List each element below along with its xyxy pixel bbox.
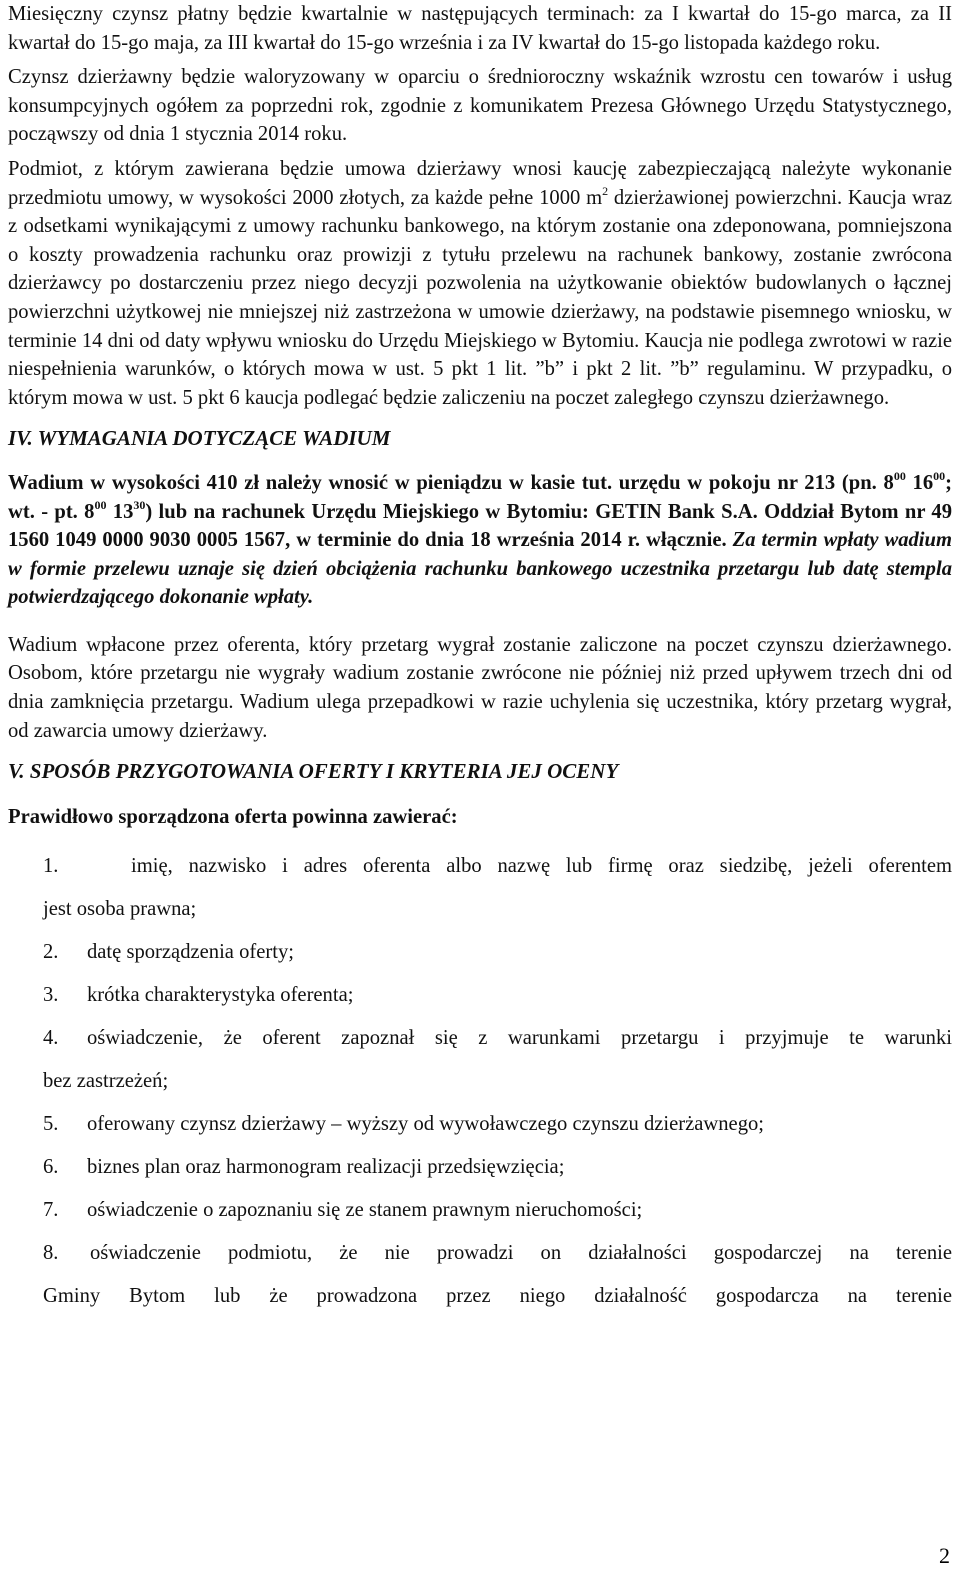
indexation-paragraph: Czynsz dzierżawny będzie waloryzowany w oparciu o średnioroczny wskaźnik wzrostu cen towarów i usług konsumpcyjnych ogółem za poprzedni rok, zgodnie z komunikatem Prezesa Głównego Urzędu Statystycznego, począwszy od dnia 1 stycznia 2014 roku. bbox=[8, 66, 952, 146]
list-item-number: 1. bbox=[43, 855, 59, 878]
payment-terms-paragraph: Miesięczny czynsz płatny będzie kwartalnie w następujących terminach: za I kwartał do 15-go marca, za II kwartał do 15-go maja, za III kwartał do 15-go września i za IV kwartał do 15-go listopada każdego roku. bbox=[8, 3, 952, 54]
list-item-number: 3. bbox=[43, 984, 59, 1007]
list-item bbox=[8, 1103, 952, 1146]
list-item bbox=[8, 1146, 952, 1189]
wadium-italic: Za termin wpłaty wadium w formie przelewu uznaje się dzień obciążenia rachunku bankowego uczestnika przetargu lub datę stempla potwierdzającego dokonanie wpłaty. bbox=[8, 529, 952, 609]
wadium-text-1: Wadium w wysokości 410 zł należy wnosić w pieniądzu w kasie tut. urzędu w pokoju nr 213 (pn. 8 bbox=[8, 471, 894, 494]
list-item-text: datę sporządzenia oferty; bbox=[87, 941, 294, 964]
list-item-text: oświadczenie podmiotu, że nie prowadzi on działalności gospodarczej na terenie bbox=[90, 1242, 952, 1265]
wadium-sup-1: 00 bbox=[893, 468, 906, 483]
deposit-paragraph bbox=[8, 155, 952, 412]
list-item bbox=[8, 974, 952, 1017]
list-item-text: oświadczenie, że oferent zapoznał się z warunkami przetargu i przyjmuje te warunki bbox=[87, 1027, 952, 1050]
list-item-text: krótka charakterystyka oferenta; bbox=[87, 984, 354, 1007]
wadium-sup-2: 00 bbox=[933, 468, 946, 483]
list-item-text: oświadczenie o zapoznaniu się ze stanem prawnym nieruchomości; bbox=[87, 1199, 643, 1222]
wadium-sup-3: 00 bbox=[94, 497, 107, 512]
page-number: 2 bbox=[939, 1543, 950, 1568]
list-item-number: 2. bbox=[43, 941, 59, 964]
list-item-text: biznes plan oraz harmonogram realizacji przedsięwzięcia; bbox=[87, 1156, 565, 1179]
deposit-sup: 2 bbox=[602, 183, 609, 198]
list-item-number: 7. bbox=[43, 1199, 59, 1222]
section-iv-heading: IV. WYMAGANIA DOTYCZĄCE WADIUM bbox=[8, 426, 391, 451]
list-item-number: 6. bbox=[43, 1156, 59, 1179]
wadium-text-3: ; wt. - pt. 8 bbox=[8, 471, 952, 523]
list-item-number: 8. bbox=[43, 1242, 59, 1265]
list-item-number: 5. bbox=[43, 1113, 59, 1136]
list-item-continuation: Gminy Bytom lub że prowadzona przez niego działalność gospodarcza na terenie bbox=[43, 1285, 952, 1308]
document-page bbox=[8, 0, 952, 1318]
offer-contents-subheading: Prawidłowo sporządzona oferta powinna zawierać: bbox=[8, 805, 458, 828]
section-v-heading: V. SPOSÓB PRZYGOTOWANIA OFERTY I KRYTERIA JEJ OCENY bbox=[8, 759, 619, 784]
list-item-continuation: jest osoba prawna; bbox=[43, 898, 197, 921]
wadium-paragraph bbox=[8, 469, 952, 612]
list-item-number: 4. bbox=[43, 1027, 59, 1050]
list-item bbox=[8, 845, 952, 931]
wadium-text-2: 16 bbox=[905, 471, 934, 494]
offer-requirements-list bbox=[8, 845, 952, 1318]
wadium-sup-4: 30 bbox=[133, 497, 146, 512]
list-item-text: oferowany czynsz dzierżawy – wyższy od wywoławczego czynszu dzierżawnego; bbox=[87, 1113, 765, 1136]
list-item bbox=[8, 931, 952, 974]
list-item bbox=[8, 1232, 952, 1318]
list-item-text: imię, nazwisko i adres oferenta albo nazwę lub firmę oraz siedzibę, jeżeli oferentem bbox=[131, 855, 952, 878]
list-item bbox=[8, 1017, 952, 1103]
wadium-text-5: ) lub na rachunek Urzędu Miejskiego w Bytomiu: GETIN Bank S.A. Oddział Bytom nr 49 1560 1049 0000 9030 0005 1567, w terminie do dnia 18 września 2014 r. włącznie. bbox=[8, 500, 952, 552]
deposit-text-b: dzierżawionej powierzchni. Kaucja wraz z odsetkami wynikającymi z umowy rachunku bankowego, na którym zostanie ona zdeponowana, pomniejszona o koszty prowadzenia rachunku oraz prowizji z tytułu przelewu na rachunek bankowy, zostanie zwrócona dzierżawcy po dostarczeniu przez niego decyzji pozwolenia na użytkowanie obiektów budowlanych o łącznej powierzchni użytkowej nie mniejszej niż zastrzeżona w umowie dzierżawy, na podstawie pisemnego wniosku, w terminie 14 dni od daty wpływu wniosku do Urzędu Miejskiego w Bytomiu. Kaucja nie podlega zwrotowi w razie niespełnienia warunków, o których mowa w ust. 5 pkt 1 lit. ”b” i pkt 2 lit. ”b” regulaminu. W przypadku, o którym mowa w ust. 5 pkt 6 kaucja podlegać będzie zaliczeniu na poczet zaległego czynszu dzierżawnego. bbox=[8, 186, 952, 409]
wadium-text-4: 13 bbox=[106, 500, 134, 523]
list-item bbox=[8, 1189, 952, 1232]
deposit-text-a: Podmiot, z którym zawierana będzie umowa dzierżawy wnosi kaucję zabezpieczającą należyte wykonanie przedmiotu umowy, w wysokości 2000 złotych, za każde pełne 1000 m bbox=[8, 157, 952, 209]
list-item-continuation: bez zastrzeżeń; bbox=[43, 1070, 169, 1093]
wadium-return-paragraph: Wadium wpłacone przez oferenta, który przetarg wygrał zostanie zaliczone na poczet czynszu dzierżawnego. Osobom, które przetargu nie wygrały wadium zostanie zwrócone nie później niż przed upływem trzech dni od dnia zamknięcia przetargu. Wadium ulega przepadkowi w razie uchylenia się uczestnika, który przetarg wygrał, od zawarcia umowy dzierżawy. bbox=[8, 633, 952, 742]
